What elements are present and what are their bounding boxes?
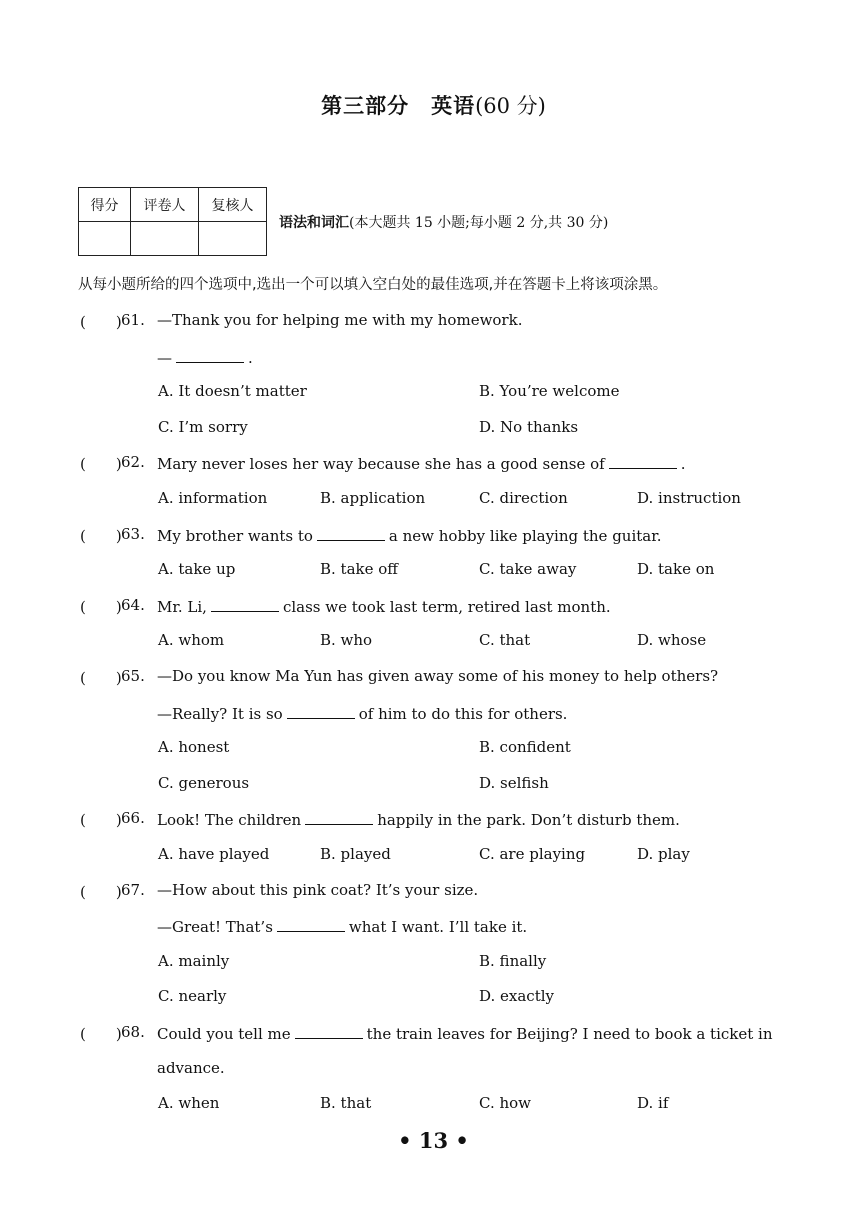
question-number: 68. — [121, 1023, 145, 1041]
answer-option: C. direction — [479, 489, 568, 507]
answer-option: C. are playing — [479, 845, 586, 863]
stem-text: what I want. I’ll take it. — [348, 918, 528, 937]
answer-paren[interactable]: ( ) — [80, 313, 122, 331]
question-number: 63. — [121, 524, 145, 543]
question-number: 67. — [121, 880, 145, 899]
page-title — [0, 90, 867, 120]
answer-paren[interactable]: ( ) — [80, 526, 122, 545]
question-stem-line — [157, 347, 253, 367]
page-title-main: 第三部分 英语 — [321, 93, 476, 118]
stem-text: —Do you know Ma Yun has given away some of his money to help others? — [157, 667, 719, 685]
stem-text: a new hobby like playing the guitar. — [388, 526, 662, 545]
question-stem-line — [157, 703, 567, 723]
page-title-score: (60 分) — [475, 94, 546, 118]
score-table — [78, 187, 267, 256]
question-number: 61. — [121, 311, 145, 329]
answer-paren[interactable]: ( ) — [80, 811, 122, 830]
grader-cell[interactable] — [131, 222, 199, 256]
answer-option: B. that — [320, 1094, 372, 1113]
stem-text: —Thank you for helping me with my homework. — [157, 311, 523, 329]
answer-option: D. whose — [637, 631, 707, 650]
score-cell[interactable] — [79, 222, 131, 256]
answer-option: B. You’re welcome — [479, 382, 620, 401]
stem-text: —Great! That’s — [157, 918, 273, 937]
stem-text: advance. — [157, 1058, 225, 1077]
reviewer-cell[interactable] — [199, 222, 267, 256]
stem-text: happily in the park. Don’t disturb them. — [377, 811, 680, 830]
answer-option: D. take on — [637, 560, 715, 579]
question-stem-line — [157, 596, 611, 616]
stem-text: —How about this pink coat? It’s your size. — [157, 880, 479, 899]
stem-text: Look! The children — [157, 811, 302, 830]
stem-text: . — [248, 348, 253, 367]
section-heading — [279, 212, 608, 232]
stem-text: . — [680, 455, 686, 474]
answer-paren[interactable]: ( ) — [80, 669, 122, 687]
answer-option: A. take up — [158, 560, 236, 579]
answer-option: D. exactly — [479, 987, 555, 1006]
answer-blank — [176, 347, 244, 363]
answer-option: A. It doesn’t matter — [158, 382, 307, 401]
answer-option: A. mainly — [158, 951, 230, 970]
stem-text: the train leaves for Beijing? I need to book a ticket in — [366, 1025, 773, 1043]
stem-text: class we took last term, retired last month. — [282, 597, 611, 616]
stem-text: — — [157, 348, 172, 367]
stem-text: Could you tell me — [157, 1025, 291, 1043]
reviewer-header: 复核人 — [199, 188, 267, 222]
answer-option: A. whom — [158, 631, 225, 650]
question-number: 65. — [121, 667, 145, 685]
answer-option: C. I’m sorry — [158, 417, 248, 436]
answer-option: B. who — [320, 631, 373, 650]
answer-paren[interactable]: ( ) — [80, 882, 122, 901]
answer-option: D. play — [637, 845, 690, 863]
answer-option: D. No thanks — [479, 417, 579, 436]
answer-option: D. if — [637, 1094, 669, 1113]
answer-blank — [211, 596, 279, 612]
answer-option: C. how — [479, 1094, 532, 1113]
answer-option: C. take away — [479, 560, 577, 579]
answer-option: A. have played — [158, 845, 270, 863]
answer-option: C. nearly — [158, 987, 227, 1006]
answer-option: B. finally — [479, 951, 547, 970]
answer-paren[interactable]: ( ) — [80, 1025, 122, 1043]
answer-blank — [609, 453, 677, 469]
answer-option: D. selfish — [479, 773, 549, 792]
answer-blank — [287, 703, 355, 719]
answer-option: D. instruction — [637, 489, 741, 507]
answer-paren[interactable]: ( ) — [80, 597, 122, 616]
question-number: 62. — [121, 453, 145, 472]
question-number: 64. — [121, 595, 145, 614]
stem-text: Mary never loses her way because she has a good sense of — [157, 455, 605, 474]
answer-option: C. generous — [158, 773, 250, 792]
answer-blank — [295, 1023, 363, 1039]
answer-option: B. played — [320, 845, 391, 863]
score-header: 得分 — [79, 188, 131, 222]
answer-blank — [277, 916, 345, 932]
question-stem-line — [157, 1023, 773, 1043]
grader-header: 评卷人 — [131, 188, 199, 222]
answer-option: B. application — [320, 489, 426, 507]
answer-option: A. honest — [158, 738, 230, 757]
answer-option: A. information — [158, 489, 268, 507]
question-number: 66. — [121, 809, 145, 828]
section-heading-detail: (本大题共 15 小题;每小题 2 分,共 30 分) — [349, 215, 609, 231]
question-stem-line — [157, 809, 680, 829]
answer-option: C. that — [479, 631, 531, 650]
instruction-text: 从每小题所给的四个选项中,选出一个可以填入空白处的最佳选项,并在答题卡上将该项涂黑。 — [78, 277, 668, 293]
question-stem-line — [157, 453, 686, 473]
question-stem-line — [157, 525, 662, 545]
answer-paren[interactable]: ( ) — [80, 455, 122, 474]
question-stem-line — [157, 916, 527, 936]
question-stem-line — [157, 881, 478, 899]
question-stem-line — [157, 667, 718, 685]
question-stem-line — [157, 1059, 225, 1077]
section-heading-bold: 语法和词汇 — [279, 215, 349, 231]
stem-text: —Really? It is so — [157, 704, 283, 723]
question-stem-line — [157, 311, 522, 329]
answer-option: B. confident — [479, 738, 571, 757]
stem-text: Mr. Li, — [157, 597, 207, 616]
stem-text: My brother wants to — [157, 526, 313, 545]
answer-blank — [317, 525, 385, 541]
answer-blank — [305, 809, 373, 825]
answer-option: A. when — [158, 1094, 220, 1113]
page-number: • 13 • — [398, 1128, 469, 1153]
stem-text: of him to do this for others. — [358, 704, 568, 723]
answer-option: B. take off — [320, 560, 398, 579]
